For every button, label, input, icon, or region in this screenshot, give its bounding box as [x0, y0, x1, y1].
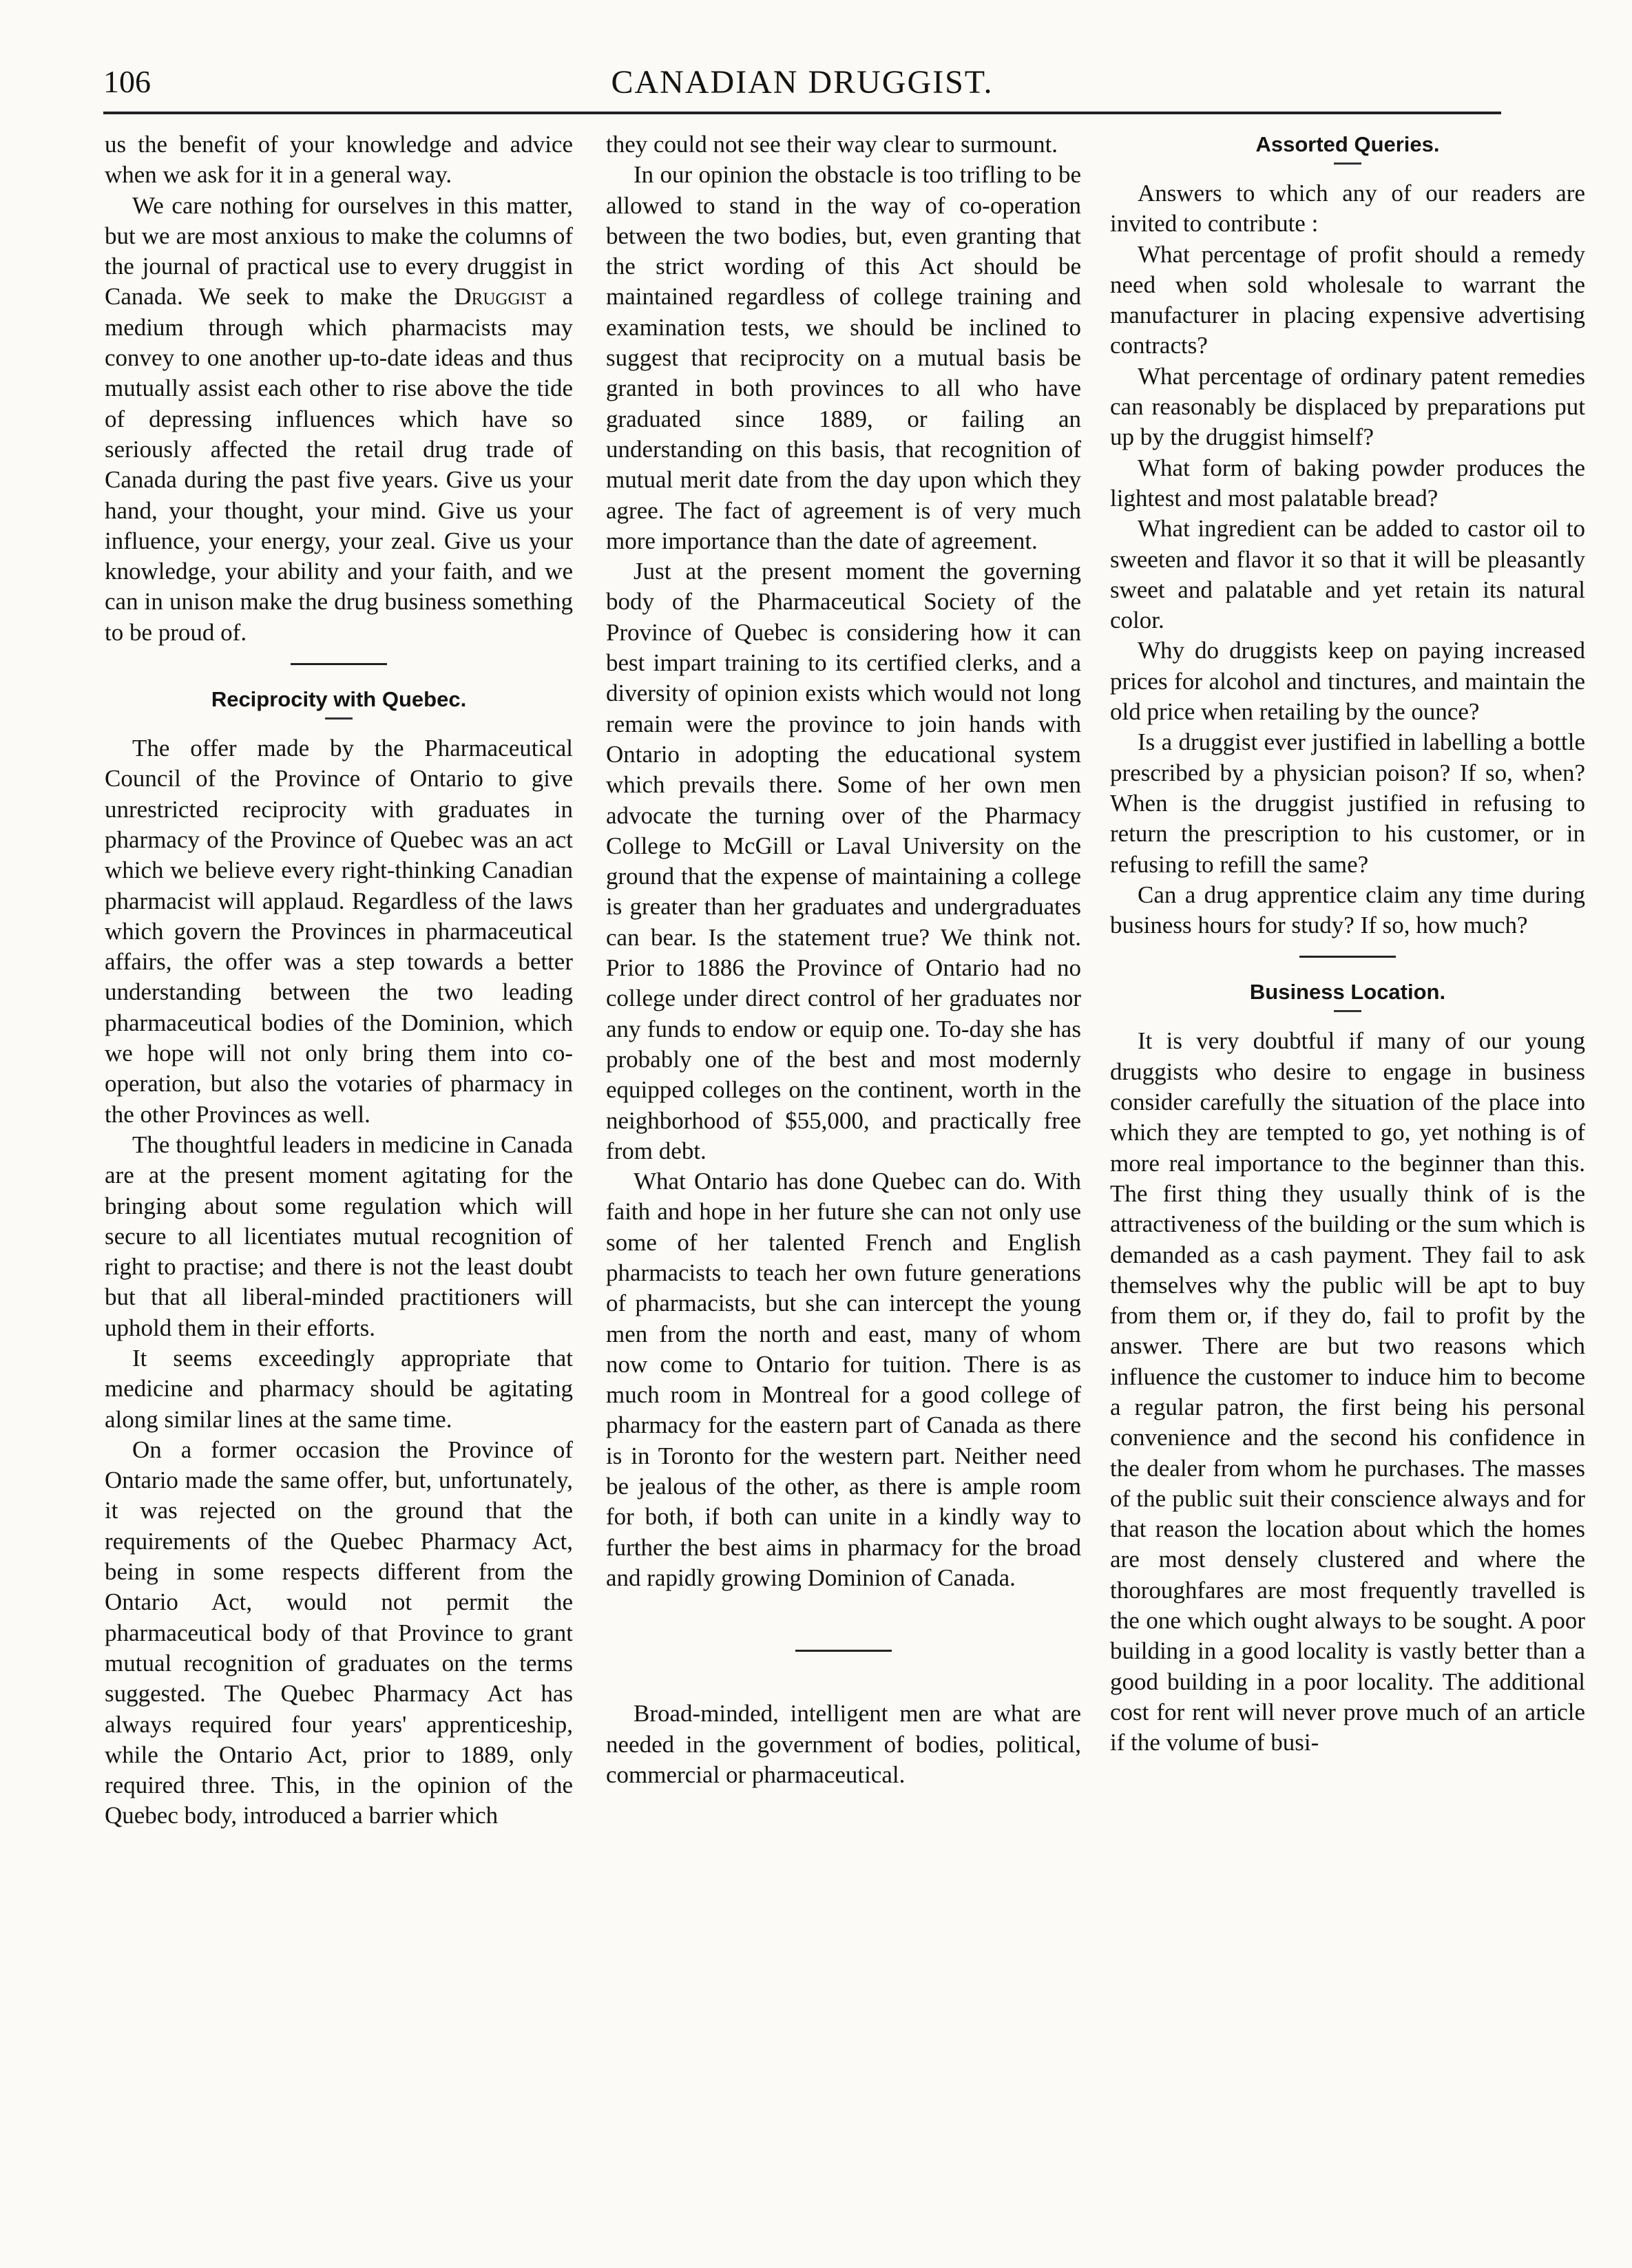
query: What percentage of ordinary patent remedies can reasonably be displaced by preparations put up by the druggist himself? — [1110, 362, 1585, 451]
column-3 — [1110, 129, 1585, 1758]
journal-name: Druggist — [454, 283, 547, 311]
heading-dash — [325, 717, 353, 720]
paragraph: Broad-minded, intelligent men are what are needed in the government of bodies, political, commercial or pharmaceutical. — [606, 1700, 1081, 1788]
paragraph — [105, 191, 573, 648]
paragraph: What Ontario has done Quebec can do. With faith and hope in her future she can not only use some of her talented French and English pharmacists to teach her own future generations of pharmacists, but she can intercept the young men from the north and east, many of whom now come to Ontario for tuition. There is as much room in Montreal for a good college of pharmacy for the eastern part of Canada as there is in Toronto for the western part. Neither need be jealous of the other, as there is ample room for both, if both can unite in a kindly way to further the best aims in pharmacy for the broad and rapidly growing Dominion of Canada. — [606, 1168, 1081, 1591]
heading-dash — [1334, 162, 1361, 165]
header-rule — [103, 112, 1501, 114]
section-heading-queries: Assorted Queries. — [1255, 132, 1440, 156]
query: Is a druggist ever justified in labelling a bottle prescribed by a physician poison? If so, when? When is the druggist justified in refusing to return the prescription to his customer, or in refusing to refill the same? — [1110, 728, 1585, 878]
query: What form of baking powder produces the lightest and most palatable bread? — [1110, 454, 1585, 512]
running-title: CANADIAN DRUGGIST. — [611, 64, 994, 101]
paragraph: The offer made by the Pharmaceutical Council of the Province of Ontario to give unrestricted reciprocity with graduates in pharmacy of the Province of Quebec was an act which we believe every right-thinking Canadian pharmacist will applaud. Regardless of the laws which govern the Provinces in pharmaceutical affairs, the offer was a step towards a better understanding between the two leading pharmaceutical bodies of the Dominion, which we hope will not only bring them into co-operation, but also the votaries of pharmacy in the other Provinces as well. — [105, 735, 573, 1128]
section-divider — [1299, 956, 1396, 958]
paragraph: In our opinion the obstacle is too trifling to be allowed to stand in the way of co-operation between the two bodies, but, even granting that the strict wording of this Act should be maintained regardless of college training and examination tests, we should be inclined to suggest that reciprocity on a mutual basis be granted in both provinces to all who have graduated since 1889, or failing an understanding on this basis, that recognition of mutual merit date from the day upon which they agree. The fact of agreement is of very much more importance than the date of agreement. — [606, 161, 1081, 554]
page-number: 106 — [103, 64, 151, 99]
paragraph: It is very doubtful if many of our young druggists who desire to engage in business consider carefully the situation of the place into which they are tempted to go, yet nothing is of more real importance to the beginner than this. The first thing they usually think of is the attractiveness of the building or the sum which is demanded as a cash payment. They fail to ask themselves why the public will be apt to buy from them or, if they do, fail to profit by the answer. There are but two reasons which influence the customer to induce him to become a regular patron, the first being his personal convenience and the second his confidence in the dealer from whom he purchases. The masses of the public suit their conscience always and for that reason the location about which the homes are most densely clustered and where the thoroughfares are most frequently travelled is the one which ought always to be sought. A poor building in a good locality is vastly better than a good building in a poor locality. The additional cost for rent will never prove much of an article if the volume of busi- — [1110, 1027, 1585, 1756]
heading-dash — [1334, 1010, 1361, 1012]
paragraph: It seems exceedingly appropriate that medicine and pharmacy should be agitating along similar lines at the same time. — [105, 1344, 573, 1433]
paragraph: Answers to which any of our readers are invited to contribute : — [1110, 180, 1585, 238]
section-divider — [291, 663, 387, 665]
column-2 — [606, 129, 1081, 1790]
text-run: We care nothing for ourselves in this matter, but we are most anxious to make the columns of the journal of practical use to every druggist in Canada. We seek to make the — [105, 191, 573, 311]
spacer — [606, 1593, 1081, 1635]
spacer — [606, 1671, 1081, 1699]
section-heading-business-location: Business Location. — [1249, 980, 1446, 1005]
paragraph: The thoughtful leaders in medicine in Canada are at the present moment agitating for the bringing about some regulation which will secure to all licentiates mutual recognition of right to practise; and there is not the least doubt but that all liberal-minded practitioners will uphold them in their efforts. — [105, 1131, 573, 1341]
paragraph: us the benefit of your knowledge and advice when we ask for it in a general way. — [105, 131, 573, 189]
column-1 — [105, 129, 573, 1831]
query: Can a drug apprentice claim any time during business hours for study? If so, how much? — [1110, 881, 1585, 939]
section-heading-reciprocity: Reciprocity with Quebec. — [211, 687, 467, 712]
query: Why do druggists keep on paying increased prices for alcohol and tinctures, and maintain the old price when retailing by the ounce? — [1110, 637, 1585, 726]
page-header — [103, 63, 1501, 105]
query: What percentage of profit should a remedy need when sold wholesale to warrant the manufacturer in placing expensive advertising contracts? — [1110, 240, 1585, 359]
query: What ingredient can be added to castor oil to sweeten and flavor it so that it will be pleasantly sweet and palatable and yet retain its natural color. — [1110, 515, 1585, 634]
paragraph: they could not see their way clear to surmount. — [606, 131, 1058, 158]
text-run: a medium through which pharmacists may convey to one another up-to-date ideas and thus mutually assist each other to rise above the tide of depressing influences which have so seriously affected the retail drug trade of Canada during the past five years. Give us your hand, your thought, your mind. Give us your influence, your energy, your zeal. Give us your knowledge, your ability and your faith, and we can in unison make the drug business something to be proud of. — [105, 283, 574, 646]
section-divider — [795, 1650, 892, 1652]
paragraph: On a former occasion the Province of Ontario made the same offer, but, unfortunately, it was rejected on the ground that the requirements of the Quebec Pharmacy Act, being in some respects different from the Ontario Act, would not permit the pharmaceutical body of that Province to grant mutual recognition of graduates on the terms suggested. The Quebec Pharmacy Act has always required four years' apprenticeship, while the Ontario Act, prior to 1889, only required three. This, in the opinion of the Quebec body, introduced a barrier which — [105, 1436, 573, 1829]
paragraph: Just at the present moment the governing body of the Pharmaceutical Society of the Province of Quebec is considering how it can best impart training to its certified clerks, and a diversity of opinion exists which would not long remain were the province to join hands with Ontario in adopting the educational system which prevails there. Some of her own men advocate the turning over of the Pharmacy College to McGill or Laval University on the ground that the expense of maintaining a college is greater than her graduates and undergraduates can bear. Is the statement true? We think not. Prior to 1886 the Province of Ontario had no college under direct control of her graduates nor any funds to endow or equip one. To-day she has probably one of the best and most modernly equipped colleges on the continent, worth in the neighborhood of $55,000, and practically free from debt. — [606, 558, 1081, 1164]
